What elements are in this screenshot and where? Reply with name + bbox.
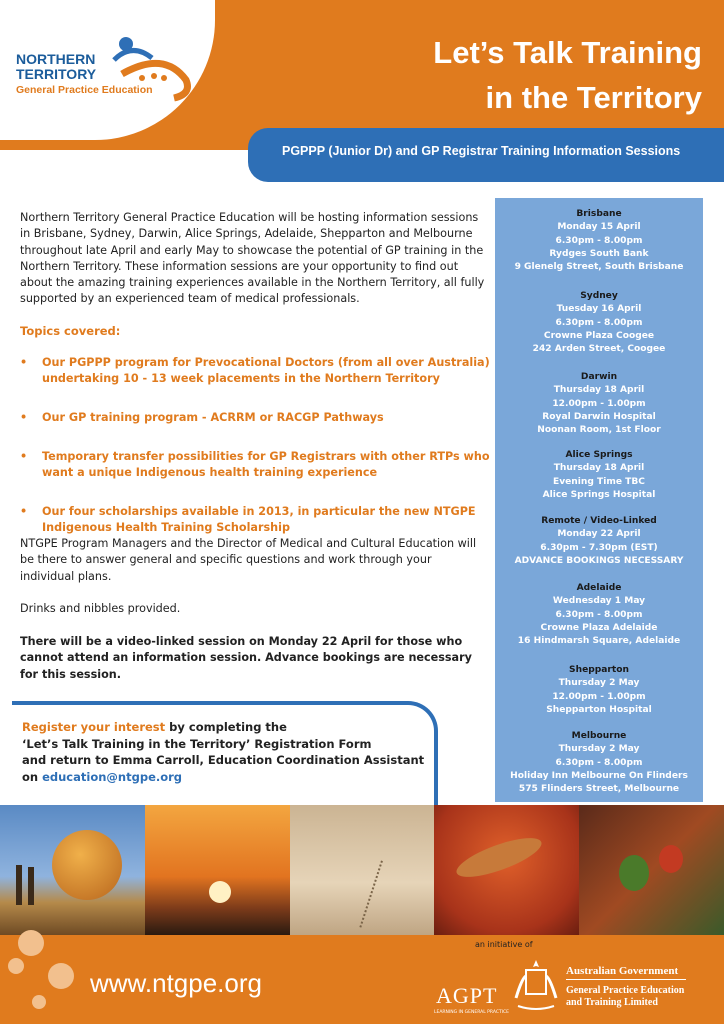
decor-circle (8, 958, 24, 974)
email-link[interactable]: education@ntgpe.org (42, 769, 183, 784)
gov-divider (566, 979, 686, 980)
topic-text: Our PGPPP program for Prevocational Doctors (from all over Australia) undertaking 10 - 13 week placements in the Northern Territory (42, 356, 490, 385)
decor-circle (32, 995, 46, 1009)
topic-text: Our four scholarships available in 2013, in particular the new NTGPE Indigenous Health Training Scholarship (42, 505, 476, 534)
register-rest: by completing the (165, 720, 287, 734)
session-detail: 6.30pm - 8.00pm (555, 609, 643, 620)
initiative-label: an initiative of (475, 940, 533, 949)
intro-paragraph: Northern Territory General Practice Education will be hosting information sessions in Brisbane, Sydney, Darwin, Alice Springs, Adelaide, Shepparton and Melbourne throughout late April and early May to showcase the potential of GP training in the Northern Territory. These information sessions are your opportunity to find out about the amazing training experiences available in the Northern Territory, all fully supported by an experienced team of medical professionals. (20, 211, 485, 306)
session-block (495, 664, 703, 717)
session-detail: Tuesday 16 April (556, 304, 642, 315)
session-detail: Crowne Plaza Coogee (543, 330, 655, 341)
session-detail: 9 Glenelg Street, South Brisbane (514, 262, 684, 273)
title-line-1: Let’s Talk Training (433, 35, 702, 70)
session-detail: Thursday 18 April (553, 463, 645, 474)
session-detail: 12.00pm - 1.00pm (552, 691, 646, 702)
sessions-panel (495, 198, 703, 802)
session-detail: Shepparton Hospital (546, 704, 652, 715)
gov-title: Australian Government (566, 965, 679, 977)
decor-circle (18, 930, 44, 956)
photo-strip (0, 805, 724, 935)
session-detail: Thursday 2 May (558, 744, 640, 755)
bullet-icon: • (20, 450, 28, 463)
title-line-2: in the Territory (485, 80, 702, 115)
bullet-icon: • (20, 411, 28, 424)
session-detail: Wednesday 1 May (552, 596, 646, 607)
topics-list (20, 355, 490, 559)
session-detail: ADVANCE BOOKINGS NECESSARY (514, 555, 684, 566)
session-detail: 6.30pm - 8.00pm (555, 757, 643, 768)
topics-heading: Topics covered: (20, 324, 121, 338)
gov-sub-line-2: and Training Limited (566, 997, 658, 1008)
session-detail: Monday 22 April (557, 529, 641, 540)
topic-text: Temporary transfer possibilities for GP Registrars with other RTPs who want a unique Indigenous health training experience (42, 450, 490, 479)
logo-wordmark (16, 52, 96, 82)
session-city: Shepparton (569, 665, 629, 675)
session-detail: 242 Arden Street, Coogee (532, 344, 666, 355)
session-city: Remote / Video-Linked (541, 516, 657, 526)
session-block (495, 449, 703, 502)
list-item (20, 355, 490, 387)
subtitle: PGPPP (Junior Dr) and GP Registrar Training Information Sessions (282, 144, 681, 158)
logo-line-2: TERRITORY (16, 66, 97, 82)
session-detail: 6.30pm - 7.30pm (EST) (540, 542, 658, 553)
logo-line-3: General Practice Education (16, 84, 153, 96)
register-lead: Register your interest (22, 720, 166, 734)
session-detail: Thursday 2 May (558, 678, 640, 689)
register-line-3: and return to Emma Carroll, Education Coordination Assistant (22, 753, 425, 767)
session-detail: Holiday Inn Melbourne On Flinders (510, 770, 688, 781)
session-detail: 16 Hindmarsh Square, Adelaide (517, 636, 681, 647)
session-city: Adelaide (576, 583, 622, 593)
gov-subtitle (566, 985, 684, 1009)
session-detail: Thursday 18 April (553, 385, 645, 396)
drinks-paragraph: Drinks and nibbles provided. (20, 602, 181, 615)
session-detail: Alice Springs Hospital (542, 489, 656, 500)
session-city: Melbourne (571, 731, 627, 741)
session-city: Alice Springs (565, 450, 633, 460)
website-link[interactable]: www.ntgpe.org (90, 968, 262, 998)
session-block (495, 371, 703, 437)
session-detail: Evening Time TBC (553, 476, 645, 487)
session-city: Sydney (580, 291, 618, 301)
list-item (20, 410, 490, 426)
bullet-icon: • (20, 505, 28, 518)
gov-sub-line-1: General Practice Education (566, 985, 685, 996)
managers-paragraph: NTGPE Program Managers and the Director of Medical and Cultural Education will be there to answer general and specific questions and work through your individual plans. (20, 537, 477, 583)
list-item (20, 504, 490, 536)
register-text (22, 719, 432, 785)
session-block (495, 730, 703, 796)
session-block (495, 208, 703, 274)
session-detail: Noonan Room, 1st Floor (537, 425, 661, 436)
photo-bush-food (579, 805, 724, 935)
session-detail: Royal Darwin Hospital (542, 411, 656, 422)
photo-red-sand (434, 805, 579, 935)
list-item (20, 449, 490, 481)
agpt-tagline: LEARNING IN GENERAL PRACTICE (434, 1010, 510, 1015)
session-block (495, 515, 703, 568)
session-city: Darwin (580, 372, 618, 382)
agpt-logo: AGPT (436, 983, 498, 1008)
bullet-icon: • (20, 356, 28, 369)
session-detail: 12.00pm - 1.00pm (552, 398, 646, 409)
video-paragraph: There will be a video-linked session on Monday 22 April for those who cannot attend an information session. Advance bookings are necessary for this session. (20, 635, 472, 681)
photo-boulder (0, 805, 145, 935)
logo-line-1: NORTHERN (16, 51, 96, 67)
photo-sunset (145, 805, 290, 935)
topic-text: Our GP training program - ACRRM or RACGP Pathways (42, 411, 384, 424)
session-detail: Rydges South Bank (549, 248, 649, 259)
session-detail: 575 Flinders Street, Melbourne (518, 784, 680, 795)
coat-of-arms-icon (512, 958, 560, 1014)
session-detail: Monday 15 April (557, 222, 641, 233)
photo-sand-tracks (290, 805, 435, 935)
register-on: on (22, 769, 43, 784)
decor-circle (48, 963, 74, 989)
session-detail: Crowne Plaza Adelaide (540, 622, 658, 633)
register-line-2: ‘Let’s Talk Training in the Territory’ Registration Form (22, 736, 372, 751)
session-block (495, 582, 703, 648)
session-block (495, 290, 703, 356)
session-detail: 6.30pm - 8.00pm (555, 235, 643, 246)
page-title (433, 30, 702, 120)
session-city: Brisbane (576, 209, 622, 219)
session-detail: 6.30pm - 8.00pm (555, 317, 643, 328)
